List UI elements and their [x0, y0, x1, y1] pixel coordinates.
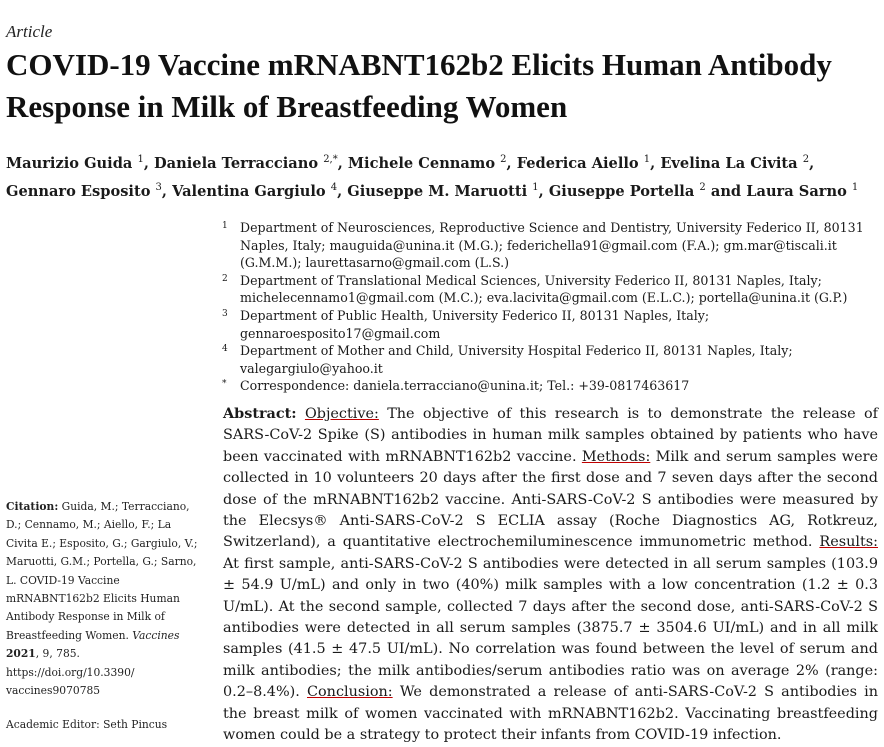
affiliation-mark: 1	[222, 221, 228, 231]
abstract-conclusion-label: Conclusion:	[307, 684, 393, 701]
affiliation-mark: 4	[222, 344, 228, 355]
author[interactable]: Evelina La Civita $^2$	[660, 154, 810, 172]
affiliation-mark: 3	[222, 308, 228, 319]
citation-doi[interactable]: , 9, 785. https://doi.org/10.3390/ vaccines9070785	[6, 647, 135, 698]
author[interactable]: Daniela Terracciano $^{2,*}$	[154, 154, 338, 172]
authors-connector: and	[710, 182, 742, 200]
author[interactable]: Michele Cennamo $^2$	[347, 154, 507, 172]
abstract-objective-label: Objective:	[304, 406, 379, 422]
affiliation-item	[222, 307, 872, 342]
author[interactable]: Laura Sarno $^1$	[746, 181, 859, 200]
affiliation-mark: 2	[222, 273, 228, 284]
article-type: Article	[6, 22, 53, 41]
abstract-conclusion-text: We demonstrated a release of anti-SARS-CoV-2 S antibodies in the breast milk of women vaccinated with mRNABNT162b2. Vaccinating breastfeeding women could be a strategy to protect their infants from COVID-19 infection.	[223, 684, 879, 744]
affiliation-list	[222, 219, 872, 395]
author[interactable]: Giuseppe M. Maruotti $^1$	[347, 181, 539, 200]
affiliation-text: Department of Public Health, University Federico II, 80131 Naples, Italy; gennaroesposito17@gmail.com	[240, 307, 710, 341]
abstract-results-label: Results:	[819, 534, 878, 551]
author[interactable]: Gennaro Esposito $^3$	[6, 181, 162, 200]
affiliation-item	[222, 342, 872, 377]
citation-label: Citation:	[6, 500, 59, 513]
abstract-objective-text: The objective of this research is to demonstrate the release of SARS-CoV-2 Spike (S) antibodies in human milk samples obtained by patients who have been vaccinated with mRNABNT162b2 vaccine.	[223, 406, 879, 465]
abstract-heading: Abstract:	[223, 405, 297, 422]
author[interactable]: Giuseppe Portella $^2$	[548, 181, 706, 200]
abstract-methods-text: Milk and serum samples were collected in 10 volunteers 20 days after the first dose and 7 seven days after the second dose of the mRNABNT162b2 vaccine. Anti-SARS-CoV-2 S antibodies were measured by the Elecsys® Anti-SARS-CoV-2 S ECLIA assay (Roche Diagnostics AG, Rotkreuz, Switzerland), a quantitative electrochemiluminescence immunometric method.	[223, 448, 878, 551]
affiliation-text: Department of Translational Medical Sciences, University Federico II, 80131 Naples, Italy; michelecennamo1@gmail.com (M.C.); eva.lacivita@gmail.com (E.L.C.); portella@unina.it (G.P.)	[240, 272, 848, 306]
author-list: Maurizio Guida $^1$, Daniela Terracciano $^{2,*}$, Michele Cennamo $^2$, Federica Aiello $^1$, Evelina La Civita $^2$, Gennaro Esposito $^3$, Valentina Gargiulo $^4$, Giuseppe M. Maruotti $^1$, Giuseppe Portella $^2$ and Laura Sarno $^1$	[6, 154, 859, 200]
correspondence-text: Correspondence: daniela.terracciano@unina.it; Tel.: +39-0817463617	[240, 378, 690, 394]
affiliation-item	[222, 219, 872, 272]
affiliation-item	[222, 272, 872, 307]
affiliation-text: Department of Mother and Child, University Hospital Federico II, 80131 Naples, Italy; valegargiulo@yahoo.it	[240, 343, 793, 376]
correspondence-mark: *	[222, 379, 227, 390]
citation-block	[6, 498, 204, 700]
author[interactable]: Federica Aiello $^1$	[516, 154, 651, 172]
abstract-methods-label: Methods:	[581, 448, 651, 465]
affiliation-text: Department of Neurosciences, Reproductive Science and Dentistry, University Federico II, 80131 Naples, Italy; mauguida@unina.it (M.G.); federichella91@gmail.com (F.A.); gm.mar@tiscali.it (G.M.M.); laurettasarno@gmail.com (L.S.)	[240, 220, 864, 271]
citation-text: Guida, M.; Terracciano, D.; Cennamo, M.; Aiello, F.; La Civita E.; Esposito, G.; Gargiulo, V.; Maruotti, G.M.; Portella, G.; Sarno, L. COVID-19 Vaccine mRNABNT162b2 Elicits Human Antibody Response in Milk of Breastfeeding Women.	[6, 500, 198, 642]
author[interactable]: Valentina Gargiulo $^4$	[172, 181, 338, 200]
abstract-results-text: At first sample, anti-SARS-CoV-2 S antibodies were detected in all serum samples (103.9 ± 54.9 U/mL) and only in two (40%) milk samples with a low concentration (1.2 ± 0.3 U/mL). At the second sample, collected 7 days after the second dose, anti-SARS-CoV-2 S antibodies were detected in all serum samples (3875.7 ± 3504.6 UI/mL) and in all milk samples (41.5 ± 47.5 UI/mL). No correlation was found between the level of serum and milk antibodies; the milk antibodies/serum antibodies ratio was on average 2% (range: 0.2–8.4%).	[223, 555, 878, 701]
citation-year: 2021	[6, 647, 36, 661]
author[interactable]: Maurizio Guida $^1$	[6, 154, 144, 172]
correspondence-item	[222, 377, 872, 395]
paper-title: COVID-19 Vaccine mRNABNT162b2 Elicits Human Antibody Response in Milk of Breastfeeding Women	[6, 47, 832, 124]
citation-journal: Vaccines	[132, 628, 180, 642]
abstract	[223, 403, 878, 747]
academic-editor: Academic Editor: Seth Pincus	[6, 718, 168, 731]
